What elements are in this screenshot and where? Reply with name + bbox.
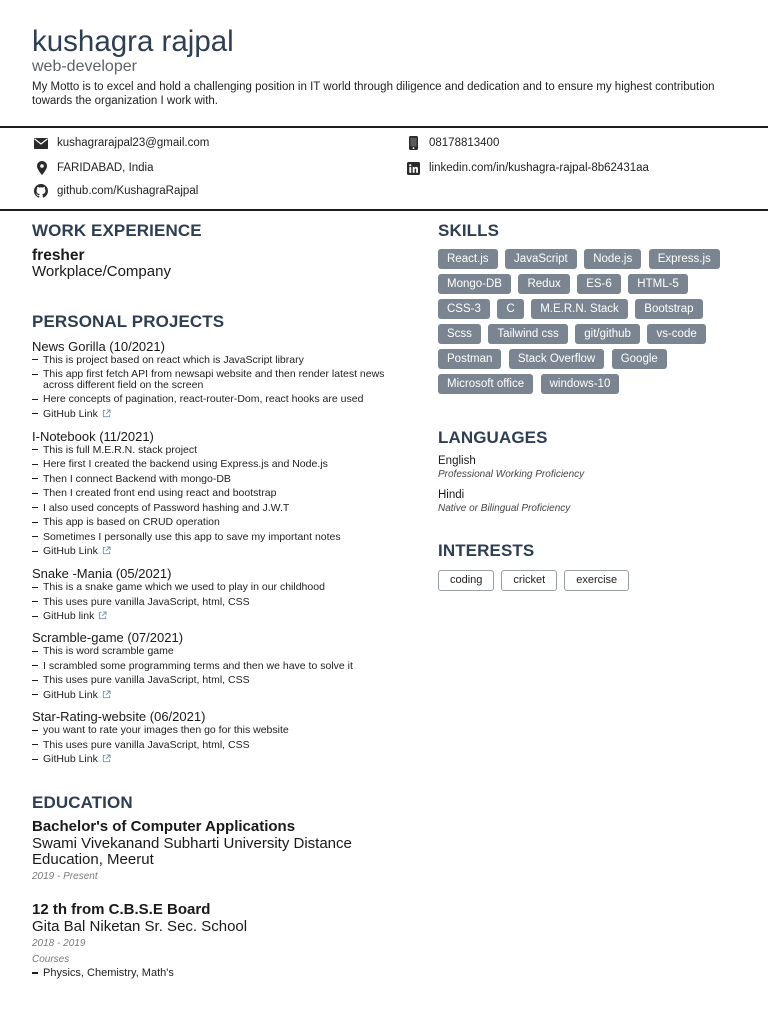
skill-tag: Stack Overflow: [509, 349, 604, 369]
skills-tag-list: [438, 249, 740, 399]
external-link-icon[interactable]: [102, 754, 111, 763]
motto-text: My Motto is to excel and hold a challenging position in IT world through diligence and dedication and to ensure my highest contribution towards the organization I work with.: [32, 81, 715, 107]
map-pin-icon: [37, 161, 47, 175]
skills-row: [438, 324, 740, 344]
bullet-item: Here first I created the backend using Express.js and Node.js: [32, 459, 393, 470]
project-i-notebook: [32, 429, 402, 557]
header-divider-bottom: [0, 209, 768, 211]
education-dates: 2019 - Present: [32, 871, 98, 882]
skill-tag: Postman: [438, 349, 501, 369]
language-level: Native or Bilingual Proficiency: [438, 503, 571, 514]
skill-tag: Express.js: [649, 249, 720, 269]
bullet-item: This is word scramble game: [32, 646, 393, 657]
github-link[interactable]: GitHub Link: [43, 753, 98, 765]
github-link[interactable]: GitHub Link: [43, 688, 98, 701]
personal-projects-heading: PERSONAL PROJECTS: [32, 312, 225, 331]
courses-label: Courses: [32, 953, 70, 965]
bullet-item: Sometimes I personally use this app to save my important notes: [32, 532, 393, 543]
courses-list: [32, 968, 392, 979]
header-divider-top: [0, 126, 768, 128]
skill-tag: windows-10: [541, 374, 620, 394]
candidate-name: kushagra rajpal: [32, 25, 234, 58]
skills-row: [438, 274, 740, 294]
bullet-item: This app is based on CRUD operation: [32, 517, 393, 528]
skills-row: [438, 299, 740, 319]
location-text: FARIDABAD, India: [57, 162, 154, 174]
skill-tag: ES-6: [577, 274, 621, 294]
bullet-item: Then I created front end using react and bootstrap: [32, 488, 393, 499]
project-bullets: [32, 725, 402, 765]
skills-row: [438, 349, 740, 369]
bullet-item: Then I connect Backend with mongo-DB: [32, 474, 393, 485]
external-link-icon[interactable]: [98, 611, 107, 620]
education-dates: 2018 - 2019: [32, 937, 86, 949]
degree-title: 12 th from C.B.S.E Board: [32, 900, 211, 918]
github-profile-link[interactable]: github.com/KushagraRajpal: [57, 185, 199, 197]
project-bullets: [32, 445, 402, 557]
language-name: English: [438, 454, 476, 467]
languages-heading: LANGUAGES: [438, 428, 548, 447]
school-name: Swami Vivekanand Subharti University Distance Education, Meerut: [32, 835, 352, 868]
job-company: Workplace/Company: [32, 263, 171, 280]
project-bullets: [32, 582, 402, 622]
skill-tag: Scss: [438, 324, 481, 344]
github-link-item: [32, 690, 393, 701]
skill-tag: Mongo-DB: [438, 274, 511, 294]
project-bullets: [32, 646, 402, 700]
skill-tag: vs-code: [647, 324, 705, 344]
project-news-gorilla: [32, 339, 402, 420]
bullet-item: This app first fetch API from newsapi website and then render latest news across different field on the screen: [32, 369, 393, 390]
github-link-item: [32, 611, 393, 622]
mobile-phone-icon: [409, 136, 418, 150]
github-link-item: [32, 754, 393, 765]
envelope-icon: [34, 138, 48, 149]
github-link[interactable]: GitHub link: [43, 610, 95, 622]
bullet-item: you want to rate your images then go for this website: [32, 725, 393, 736]
interest-tag: coding: [438, 570, 494, 591]
skill-tag: JavaScript: [505, 249, 577, 269]
project-scramble-game: [32, 630, 402, 700]
external-link-icon[interactable]: [102, 690, 111, 699]
education-heading: EDUCATION: [32, 793, 133, 812]
bullet-item: This uses pure vanilla JavaScript, html, CSS: [32, 597, 393, 608]
skill-tag: git/github: [575, 324, 640, 344]
skill-tag: HTML-5: [628, 274, 688, 294]
education-item-bca: [32, 818, 392, 883]
bullet-item: Here concepts of pagination, react-router-Dom, react hooks are used: [32, 394, 393, 405]
skill-tag: C: [497, 299, 523, 319]
skills-heading: SKILLS: [438, 221, 500, 240]
school-name: Gita Bal Niketan Sr. Sec. School: [32, 917, 248, 935]
github-link-item: [32, 409, 393, 420]
external-link-icon[interactable]: [102, 546, 111, 555]
skill-tag: Google: [612, 349, 667, 369]
skill-tag: Microsoft office: [438, 374, 533, 394]
bullet-item: I also used concepts of Password hashing and J.W.T: [32, 503, 393, 514]
language-name: Hindi: [438, 488, 465, 501]
work-experience-heading: WORK EXPERIENCE: [32, 221, 202, 240]
degree-title: Bachelor's of Computer Applications: [32, 818, 296, 835]
skills-row: [438, 374, 740, 394]
github-link[interactable]: GitHub Link: [43, 407, 98, 420]
skill-tag: M.E.R.N. Stack: [531, 299, 628, 319]
interest-tag: exercise: [564, 570, 629, 591]
project-title: News Gorilla (10/2021): [32, 338, 165, 354]
github-icon: [34, 184, 48, 198]
project-bullets: [32, 355, 402, 420]
candidate-role: web-developer: [32, 58, 137, 75]
education-item-cbse: [32, 901, 392, 979]
skill-tag: Tailwind css: [488, 324, 567, 344]
project-title: Star-Rating-website (06/2021): [32, 709, 206, 724]
interests-tag-list: [438, 570, 636, 591]
bullet-item: This is a snake game which we used to play in our childhood: [32, 582, 393, 593]
job-title: fresher: [32, 247, 85, 264]
skills-row: [438, 249, 740, 269]
skill-tag: Redux: [518, 274, 569, 294]
github-link-item: [32, 546, 393, 557]
bullet-item: This uses pure vanilla JavaScript, html, CSS: [32, 740, 393, 751]
interest-tag: cricket: [501, 570, 557, 591]
skill-tag: CSS-3: [438, 299, 490, 319]
email-link[interactable]: kushagrarajpal23@gmail.com: [57, 137, 210, 149]
project-title: Snake -Mania (05/2021): [32, 566, 172, 581]
course-item: Physics, Chemistry, Math's: [32, 968, 393, 979]
skill-tag: React.js: [438, 249, 498, 269]
phone-number: 08178813400: [429, 137, 500, 149]
github-link[interactable]: GitHub Link: [43, 545, 98, 557]
bullet-item: I scrambled some programming terms and then we have to solve it: [32, 661, 393, 672]
skill-tag: Node.js: [584, 249, 641, 269]
linkedin-link[interactable]: linkedin.com/in/kushagra-rajpal-8b62431aa: [429, 162, 649, 174]
bullet-item: This uses pure vanilla JavaScript, html, CSS: [32, 675, 393, 686]
language-level: Professional Working Proficiency: [438, 469, 585, 480]
project-snake-mania: [32, 566, 402, 622]
project-star-rating-website: [32, 709, 402, 765]
project-title: Scramble-game (07/2021): [32, 630, 184, 645]
external-link-icon[interactable]: [102, 409, 111, 418]
skill-tag: Bootstrap: [635, 299, 702, 319]
project-title: I-Notebook (11/2021): [32, 428, 154, 444]
bullet-item: This is project based on react which is JavaScript library: [32, 355, 393, 366]
bullet-item: This is full M.E.R.N. stack project: [32, 445, 393, 456]
interests-heading: INTERESTS: [438, 541, 535, 560]
linkedin-icon: [407, 162, 420, 175]
